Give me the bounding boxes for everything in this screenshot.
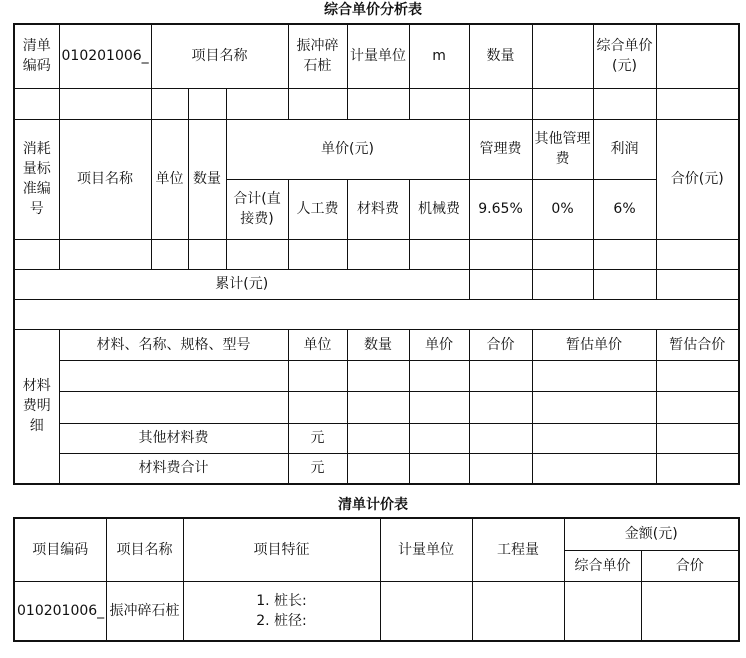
pricing-header-row-1 (14, 518, 739, 550)
features-header: 项目特征 (183, 518, 380, 581)
comp-price-header: 综合单价 (564, 550, 641, 581)
pricing-data-row (14, 581, 739, 641)
unit-price-label: 单价(元) (226, 119, 469, 179)
quantity-label: 数量 (469, 24, 532, 88)
comp-price-label: 综合单价(元) (593, 24, 656, 88)
total-header: 合价 (641, 550, 739, 581)
name-value: 振冲碎石桩 (288, 24, 347, 88)
other-material-unit: 元 (288, 423, 347, 453)
feature-pile-diameter: 2. 桩径: (256, 612, 307, 629)
consumption-header-row-1 (14, 119, 739, 179)
header-row (14, 24, 739, 88)
subtotal-label: 合计(直接费) (226, 179, 288, 239)
material-fee-label: 材料费 (347, 179, 409, 239)
blank-row (14, 88, 739, 119)
est-unit-price-label: 暂估单价 (532, 329, 656, 360)
comp-price-value (656, 24, 739, 88)
material-row (14, 360, 739, 391)
code-header: 项目编码 (14, 518, 106, 581)
unit-value: m (409, 24, 469, 88)
profit-rate: 6% (593, 179, 656, 239)
row-features (183, 581, 380, 641)
materials-header-row (14, 329, 739, 360)
consumption-data-row (14, 239, 739, 269)
machine-fee-label: 机械费 (409, 179, 469, 239)
material-sum-row (14, 453, 739, 484)
est-total-label: 暂估合价 (656, 329, 739, 360)
name-label: 项目名称 (151, 24, 288, 88)
material-unit-price-label: 单价 (409, 329, 469, 360)
cumulative-label: 累计(元) (14, 269, 469, 299)
quantity-value (532, 24, 593, 88)
material-sum-label: 材料费合计 (59, 453, 288, 484)
code-value: 010201006_ (59, 24, 151, 88)
bill-pricing-table (13, 517, 740, 642)
row-code: 010201006_ (14, 581, 106, 641)
unit-label: 单位 (151, 119, 188, 239)
item-name-label: 项目名称 (59, 119, 151, 239)
total-price-label: 合价(元) (656, 119, 739, 239)
analysis-table-title: 综合单价分析表 (324, 2, 422, 18)
other-material-row (14, 423, 739, 453)
other-material-label: 其他材料费 (59, 423, 288, 453)
name-header: 项目名称 (106, 518, 183, 581)
other-mgmt-rate: 0% (532, 179, 593, 239)
materials-section-label: 材料费明细 (14, 329, 59, 484)
code-label: 清单编码 (14, 24, 59, 88)
quantity-label: 数量 (188, 119, 226, 239)
profit-label: 利润 (593, 119, 656, 179)
pricing-table-title: 清单计价表 (338, 497, 408, 513)
material-qty-label: 数量 (347, 329, 409, 360)
material-name-spec-label: 材料、名称、规格、型号 (59, 329, 288, 360)
unit-price-analysis-table (13, 23, 740, 485)
material-sum-unit: 元 (288, 453, 347, 484)
unit-header: 计量单位 (380, 518, 472, 581)
feature-pile-length: 1. 桩长: (256, 592, 307, 609)
cumulative-row (14, 269, 739, 299)
amount-header: 金额(元) (564, 518, 739, 550)
unit-label: 计量单位 (347, 24, 409, 88)
material-total-label: 合价 (469, 329, 532, 360)
labor-fee-label: 人工费 (288, 179, 347, 239)
mgmt-rate: 9.65% (469, 179, 532, 239)
spacer-row (14, 299, 739, 329)
row-name: 振冲碎石桩 (106, 581, 183, 641)
std-no-label: 消耗量标准编号 (14, 119, 59, 239)
mgmt-fee-label: 管理费 (469, 119, 532, 179)
quantity-header: 工程量 (472, 518, 564, 581)
material-row (14, 391, 739, 423)
other-mgmt-fee-label: 其他管理费 (532, 119, 593, 179)
material-unit-label: 单位 (288, 329, 347, 360)
